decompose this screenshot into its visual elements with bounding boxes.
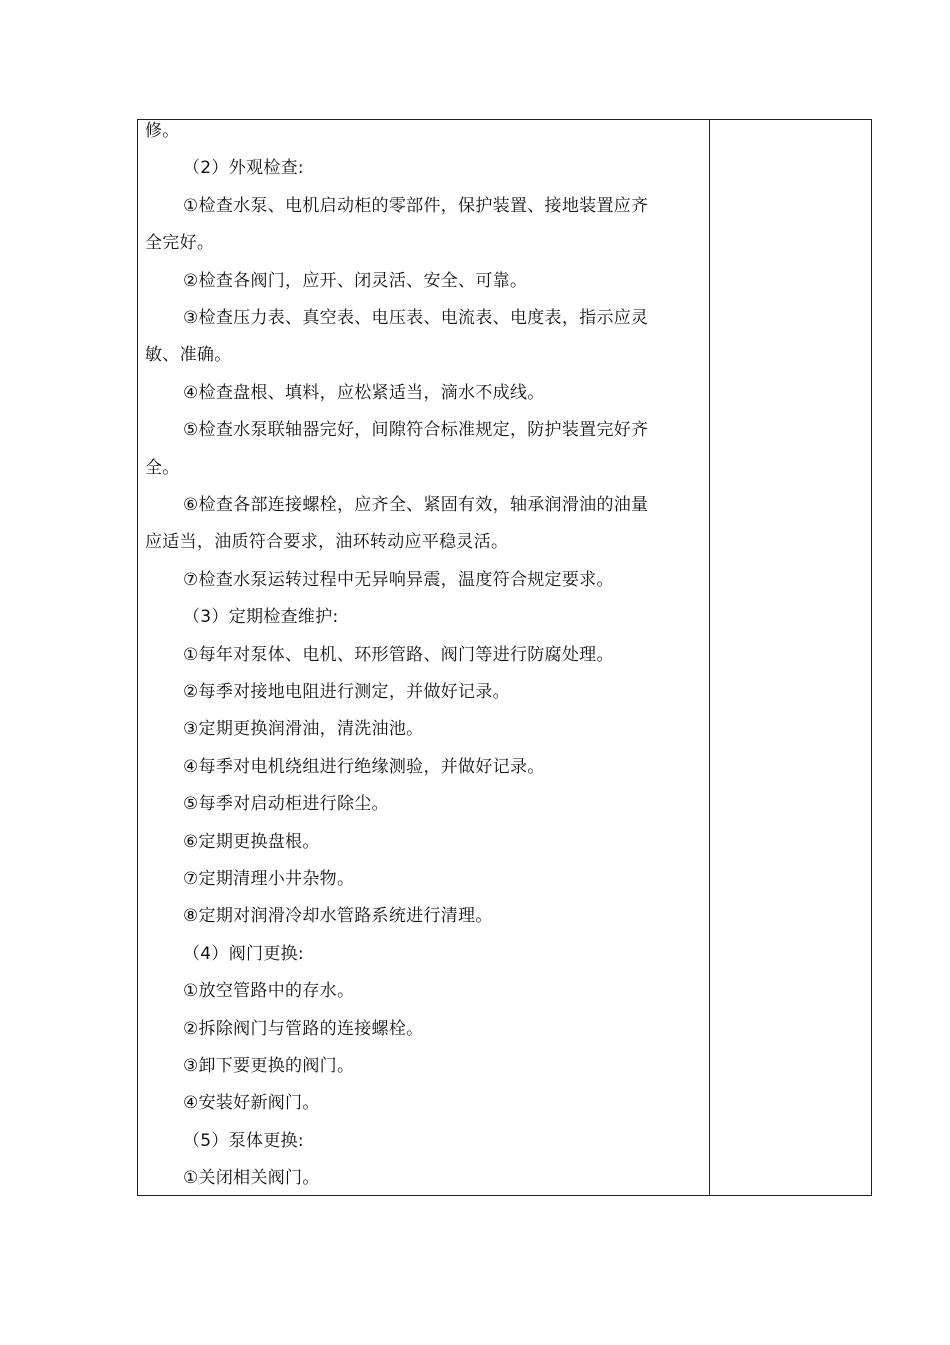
- text-line: ⑤检查水泵联轴器完好，间隙符合标准规定，防护装置完好齐: [183, 420, 649, 441]
- content-cell: [138, 120, 710, 1195]
- text-line: （2）外观检查:: [183, 158, 304, 179]
- text-line: ③检查压力表、真空表、电压表、电流表、电度表，指示应灵: [183, 308, 649, 328]
- text-line: ②检查各阀门，应开、闭灵活、安全、可靠。: [183, 270, 528, 291]
- text-line: ①关闭相关阀门。: [183, 1168, 320, 1189]
- text-line: ④每季对电机绕组进行绝缘测验，并做好记录。: [183, 756, 545, 777]
- text-line: ⑤每季对启动柜进行除尘。: [183, 794, 389, 815]
- text-line: 全完好。: [145, 233, 215, 254]
- text-line: ④安装好新阀门。: [183, 1093, 320, 1114]
- text-line: 修。: [145, 121, 180, 141]
- text-line: ④检查盘根、填料，应松紧适当，滴水不成线。: [183, 382, 545, 403]
- text-line: ⑥检查各部连接螺栓，应齐全、紧固有效，轴承润滑油的油量: [183, 495, 649, 515]
- text-line: （3）定期检查维护:: [183, 607, 339, 628]
- text-line: （5）泵体更换:: [183, 1130, 304, 1151]
- text-line: ③卸下要更换的阀门。: [183, 1056, 355, 1076]
- text-line: 应适当，油质符合要求，油环转动应平稳灵活。: [145, 532, 509, 553]
- text-line: ②拆除阀门与管路的连接螺栓。: [183, 1018, 424, 1039]
- text-line: ⑦检查水泵运转过程中无异响异震，温度符合规定要求。: [183, 569, 614, 590]
- text-line: ⑥定期更换盘根。: [183, 831, 320, 852]
- text-line: （4）阀门更换:: [183, 943, 304, 964]
- text-line: ①检查水泵、电机启动柜的零部件，保护装置、接地装置应齐: [183, 195, 649, 216]
- text-line: 敏、准确。: [145, 345, 232, 366]
- text-line: ①每年对泵体、电机、环形管路、阀门等进行防腐处理。: [183, 644, 614, 665]
- text-line: ⑧定期对润滑冷却水管路系统进行清理。: [183, 906, 493, 927]
- text-line: ③定期更换润滑油，清洗油池。: [183, 719, 424, 740]
- document-table: [137, 119, 872, 1196]
- text-line: 全。: [145, 457, 180, 478]
- remarks-cell: [710, 120, 871, 1195]
- text-line: ②每季对接地电阻进行测定，并做好记录。: [183, 682, 510, 702]
- text-line: ⑦定期清理小井杂物。: [183, 869, 355, 889]
- text-line: ①放空管路中的存水。: [183, 981, 355, 1002]
